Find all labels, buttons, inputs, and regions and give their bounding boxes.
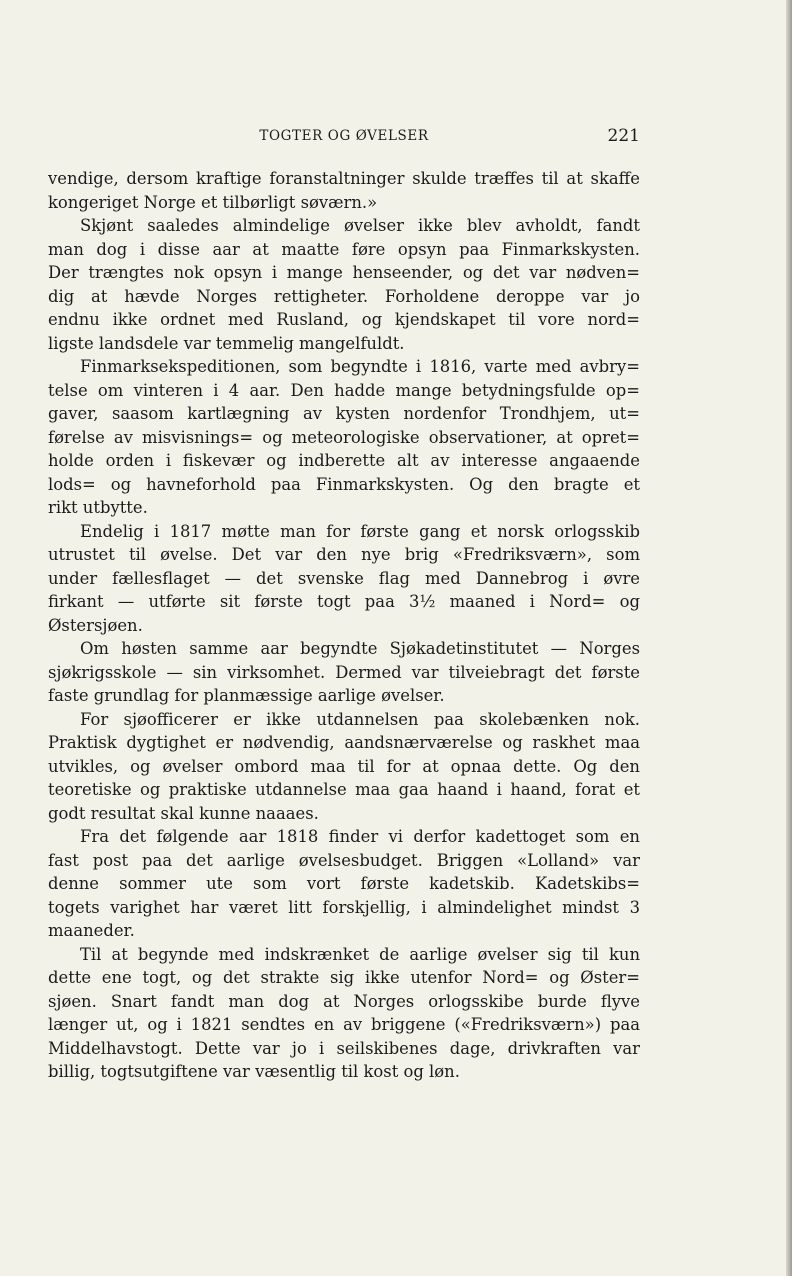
page-number: 221	[607, 126, 640, 146]
body-text	[48, 167, 640, 1084]
page-edge	[786, 0, 792, 1276]
text-line: Praktisk dygtighet er nødvendig, aandsnærværelse og raskhet maa	[48, 733, 640, 752]
text-line: lods= og havneforhold paa Finmarkskysten. Og den bragte et	[48, 474, 640, 494]
text-line: faste grundlag for planmæssige aarlige øvelser.	[48, 686, 445, 705]
text-line: For sjøofficerer er ikke utdannelsen paa skolebænken nok.	[80, 709, 640, 729]
text-line: billig, togtsutgiftene var væsentlig til kost og løn.	[48, 1062, 460, 1081]
text-line: holde orden i fiskevær og indberette alt av interesse angaaende	[48, 451, 640, 470]
text-line: endnu ikke ordnet med Rusland, og kjendskapet til vore nord=	[48, 310, 640, 329]
text-line: under fællesflaget — det svenske flag med Dannebrog i øvre	[48, 568, 640, 588]
text-line: telse om vinteren i 4 aar. Den hadde mange betydningsfulde op=	[48, 380, 640, 400]
text-line: Finmarksekspeditionen, som begyndte i 1816, varte med avbry=	[80, 357, 640, 376]
text-line: Endelig i 1817 møtte man for første gang et norsk orlogsskib	[80, 521, 640, 541]
text-line: firkant — utførte sit første togt paa 3½ maaned i Nord= og	[48, 592, 640, 611]
text-line: dig at hævde Norges rettigheter. Forholdene deroppe var jo	[48, 286, 640, 306]
text-line: man dog i disse aar at maatte føre opsyn paa Finmarkskysten.	[48, 239, 640, 259]
text-line: Om høsten samme aar begyndte Sjøkadetinstitutet — Norges	[80, 639, 640, 658]
text-line: Østersjøen.	[48, 615, 143, 635]
text-line: godt resultat skal kunne naaaes.	[48, 803, 319, 823]
text-line: vendige, dersom kraftige foranstaltninger skulde træffes til at skaffe	[48, 169, 640, 188]
running-head: TOGTER OG ØVELSER	[259, 128, 429, 144]
text-line: dette ene togt, og det strakte sig ikke utenfor Nord= og Øster=	[48, 968, 640, 987]
text-line: gaver, saasom kartlægning av kysten nordenfor Trondhjem, ut=	[48, 404, 640, 423]
page-header	[48, 128, 640, 152]
text-line: Middelhavstogt. Dette var jo i seilskibenes dage, drivkraften var	[48, 1038, 640, 1058]
text-line: Der trængtes nok opsyn i mange henseender, og det var nødven=	[48, 263, 640, 282]
text-line: sjøkrigsskole — sin virksomhet. Dermed var tilveiebragt det første	[48, 662, 640, 682]
text-line: kongeriget Norge et tilbørligt søværn.»	[48, 192, 378, 212]
text-line: teoretiske og praktiske utdannelse maa gaa haand i haand, forat et	[48, 780, 640, 799]
text-line: Fra det følgende aar 1818 finder vi derfor kadettoget som en	[80, 827, 640, 846]
text-line: maaneder.	[48, 921, 135, 940]
text-line: ligste landsdele var temmelig mangelfuldt.	[48, 333, 405, 353]
text-line: Til at begynde med indskrænket de aarlige øvelser sig til kun	[80, 944, 640, 964]
text-line: utvikles, og øvelser ombord maa til for at opnaa dette. Og den	[48, 756, 640, 776]
text-line: førelse av misvisnings= og meteorologiske observationer, at opret=	[48, 427, 640, 447]
text-line: Skjønt saaledes almindelige øvelser ikke blev avholdt, fandt	[80, 216, 640, 235]
text-line: utrustet til øvelse. Det var den nye brig «Fredriksværn», som	[48, 545, 640, 564]
text-line: længer ut, og i 1821 sendtes en av briggene («Fredriksværn») paa	[48, 1015, 640, 1034]
text-line: rikt utbytte.	[48, 498, 148, 517]
text-line: denne sommer ute som vort første kadetskib. Kadetskibs=	[48, 874, 640, 893]
text-line: sjøen. Snart fandt man dog at Norges orlogsskibe burde flyve	[48, 991, 640, 1011]
text-line: fast post paa det aarlige øvelsesbudget. Briggen «Lolland» var	[48, 850, 640, 870]
text-line: togets varighet har været litt forskjellig, i almindelighet mindst 3	[48, 897, 640, 917]
